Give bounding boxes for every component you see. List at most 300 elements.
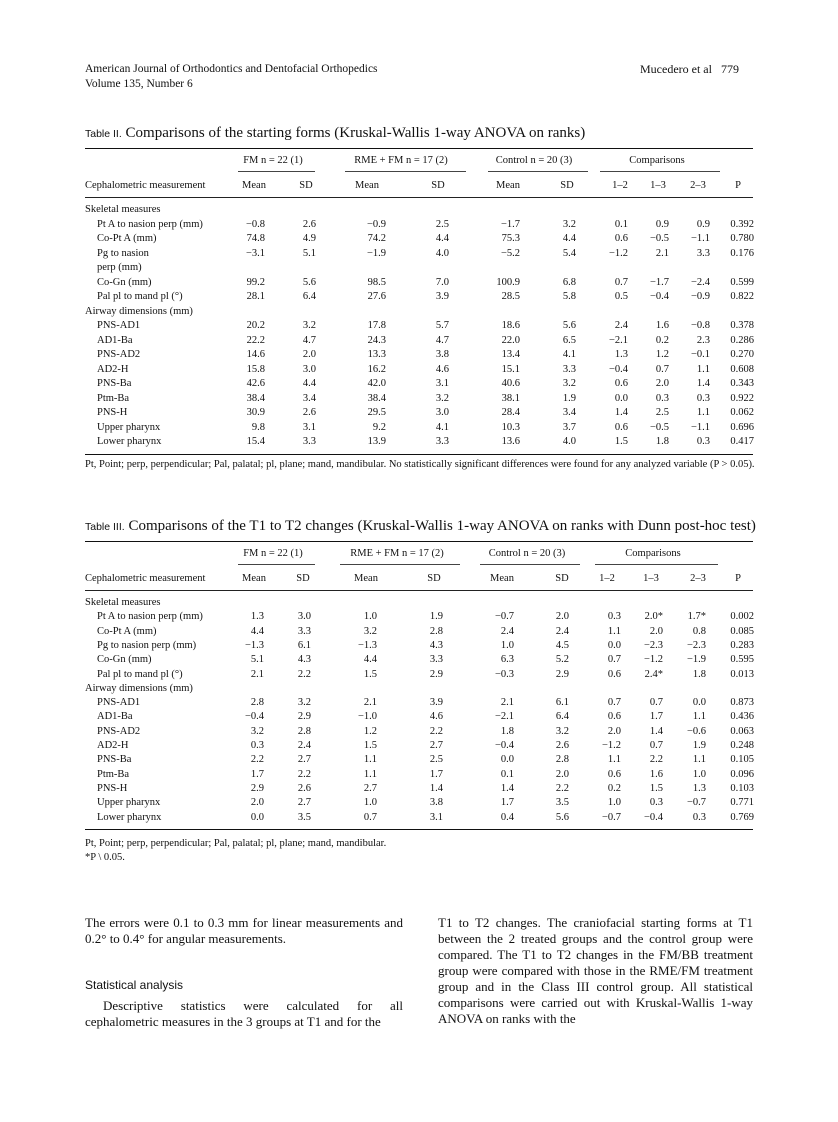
table-cell: −0.6 [686, 725, 706, 737]
group-header: FM n = 22 (1) [243, 548, 303, 559]
table-cell: 5.4 [562, 247, 576, 259]
table-cell: 3.5 [297, 811, 311, 823]
table-cell: 1.5 [649, 782, 663, 794]
table-cell: 2.0* [644, 611, 663, 623]
table-cell: −2.4 [690, 276, 710, 288]
table-cell: 0.096 [730, 768, 754, 780]
table-cell: 0.3 [655, 392, 669, 404]
table-section-label: Airway dimensions (mm) [85, 682, 193, 694]
row-label: Co-Pt A (mm) [97, 625, 157, 637]
table2-title: Comparisons of the starting forms (Kruskal-Wallis 1-way ANOVA on ranks) [125, 125, 586, 141]
table-cell: 3.2 [302, 320, 316, 331]
table-cell: 1.1 [607, 754, 621, 766]
group-underline [595, 564, 718, 565]
running-header-right [640, 62, 739, 77]
header-rule [85, 197, 753, 198]
table-cell: −5.2 [500, 247, 520, 259]
table-cell: 4.1 [562, 349, 576, 360]
table-cell: 4.4 [562, 233, 576, 244]
table-cell: 13.6 [501, 436, 520, 447]
table-cell: −1.9 [366, 247, 386, 259]
table-cell: 0.7 [649, 740, 663, 751]
row-label: PNS-AD1 [97, 320, 141, 331]
table-cell: −1.7 [649, 276, 669, 288]
table-cell: 2.6 [302, 407, 316, 418]
table-cell: 7.0 [435, 276, 449, 288]
table-cell: 99.2 [246, 276, 265, 288]
table-cell: 0.7 [614, 276, 628, 288]
table-cell: 1.9 [429, 611, 443, 623]
table-cell: 1.3 [614, 349, 628, 360]
row-label: Co-Gn (mm) [97, 654, 152, 666]
table-cell: 1.3 [250, 611, 264, 623]
table-cell: 1.7 [250, 768, 264, 780]
table-cell: −1.2 [601, 740, 621, 751]
table-cell: 2.4 [297, 740, 311, 751]
table-cell: 1.7 [429, 768, 443, 780]
table-cell: 3.4 [302, 392, 316, 404]
author-name: Mucedero et al [640, 62, 712, 76]
group-header: Control n = 20 (3) [495, 155, 573, 166]
column-header: 1–3 [650, 180, 666, 191]
table-cell: 0.062 [730, 407, 754, 418]
table-cell: 3.8 [429, 797, 443, 809]
table-cell: 2.7 [429, 740, 443, 751]
row-label: Pal pl to mand pl (°) [97, 291, 183, 302]
table-cell: −0.1 [690, 349, 710, 360]
table-cell: 2.1 [363, 697, 377, 709]
row-label: AD1-Ba [97, 334, 133, 346]
table-cell: 3.0 [302, 363, 316, 375]
table-cell: 2.1 [655, 247, 669, 259]
table-cell: 2.0 [655, 378, 669, 389]
table-cell: 2.4 [614, 320, 628, 331]
group-header: Comparisons [625, 548, 681, 559]
table-cell: −1.9 [686, 654, 706, 666]
table-cell: 0.7 [649, 697, 663, 709]
table-cell: 2.0 [250, 797, 264, 809]
table-section-label: Skeletal measures [85, 597, 161, 608]
row-label-continuation: perp (mm) [97, 262, 142, 273]
table-cell: 15.4 [246, 436, 265, 447]
table-cell: 0.085 [730, 625, 754, 637]
table-cell: 4.5 [555, 639, 569, 651]
row-label: Pal pl to mand pl (°) [97, 668, 183, 680]
table-cell: 3.7 [562, 421, 576, 433]
table-cell: 4.0 [562, 436, 576, 447]
table-cell: 3.2 [435, 392, 449, 404]
table-cell: 5.6 [562, 320, 576, 331]
table3-footnote-abbrev: Pt, Point; perp, perpendicular; Pal, palatal; pl, plane; mand, mandibular. [85, 838, 387, 849]
table-cell: 3.2 [363, 625, 377, 637]
table-cell: 9.8 [251, 421, 265, 433]
row-label: Ptm-Ba [97, 392, 130, 404]
row-label: PNS-Ba [97, 754, 132, 766]
table-cell: 3.1 [429, 811, 443, 823]
table-cell: 2.5 [435, 218, 449, 230]
column-header: SD [431, 180, 445, 191]
table-cell: 74.8 [246, 233, 265, 244]
table-top-rule [85, 148, 753, 149]
table-cell: 4.4 [302, 378, 316, 389]
table-cell: 2.1 [500, 697, 514, 709]
table-cell: 1.5 [363, 740, 377, 751]
table-cell: 0.6 [614, 233, 628, 244]
table-cell: 0.378 [730, 320, 754, 331]
table-cell: 2.8 [297, 725, 311, 737]
table-cell: −0.8 [245, 218, 265, 230]
table-cell: −0.7 [494, 611, 514, 623]
table-cell: 2.0 [649, 625, 663, 637]
table-cell: 4.3 [429, 639, 443, 651]
table-cell: 2.8 [555, 754, 569, 766]
table-cell: 2.5 [429, 754, 443, 766]
table-cell: 2.0 [302, 349, 316, 360]
table-cell: 0.8 [692, 625, 706, 637]
table-cell: 2.0 [607, 725, 621, 737]
table-cell: 3.2 [562, 378, 576, 389]
section-heading-statistical-analysis: Statistical analysis [85, 978, 184, 992]
table-bottom-rule [85, 829, 753, 830]
table-cell: 74.2 [367, 233, 386, 244]
table-cell: 3.3 [435, 436, 449, 447]
table-cell: −0.8 [690, 320, 710, 331]
column-header: Mean [496, 180, 520, 191]
table-cell: 5.8 [562, 291, 576, 302]
table-cell: 2.9 [555, 668, 569, 680]
table-cell: 1.1 [363, 754, 377, 766]
table-cell: 0.0 [614, 392, 628, 404]
table2-label: Table II. [85, 128, 122, 140]
table-cell: 5.6 [302, 276, 316, 288]
table-cell: 0.3 [649, 797, 663, 809]
table-cell: 27.6 [367, 291, 386, 302]
table-cell: 15.1 [501, 363, 520, 375]
table-cell: 38.4 [367, 392, 386, 404]
table-cell: 1.7* [687, 611, 706, 623]
table-cell: 3.3 [696, 247, 710, 259]
table-cell: 0.873 [730, 697, 754, 709]
journal-volume: Volume 135, Number 6 [85, 78, 193, 90]
table-cell: 0.417 [730, 436, 754, 447]
table-cell: 1.1 [607, 625, 621, 637]
body-paragraph-comparisons: T1 to T2 changes. The craniofacial starting forms at T1 between the 2 treated groups and the control group were compared. The T1 to T2 changes in the FM/BB treatment group were compared with those in the RME/FM treatment group and in the Class III control group. All statistical comparisons were carried out with Kruskal-Wallis 1-way ANOVA on ranks with the [438, 915, 753, 1026]
table3-title: Comparisons of the T1 to T2 changes (Kruskal-Wallis 1-way ANOVA on ranks with Dunn post-hoc test) [128, 518, 756, 534]
table-cell: 0.283 [730, 639, 754, 651]
table-cell: 6.8 [562, 276, 576, 288]
table-cell: 6.3 [500, 654, 514, 666]
group-underline [345, 171, 466, 172]
table-cell: 3.3 [429, 654, 443, 666]
table-cell: −0.4 [608, 363, 628, 375]
table-cell: 2.0 [555, 611, 569, 623]
table-cell: 2.7 [297, 797, 311, 809]
table-cell: 3.0 [297, 611, 311, 623]
table-cell: −0.7 [601, 811, 621, 823]
table-cell: 13.9 [367, 436, 386, 447]
table-cell: −2.1 [608, 334, 628, 346]
table-cell: 1.6 [655, 320, 669, 331]
table-cell: 3.1 [302, 421, 316, 433]
row-label: Upper pharynx [97, 797, 161, 809]
table-cell: 1.5 [614, 436, 628, 447]
table-cell: −0.4 [643, 811, 663, 823]
table-cell: 1.4 [614, 407, 628, 418]
table-cell: 0.5 [614, 291, 628, 302]
table-cell: 0.696 [730, 421, 754, 433]
table-cell: 0.771 [730, 797, 754, 809]
table-cell: 1.0 [692, 768, 706, 780]
page-number: 779 [720, 62, 739, 76]
table-cell: 0.780 [730, 233, 754, 244]
table-cell: 4.3 [297, 654, 311, 666]
table-cell: 22.0 [501, 334, 520, 346]
table-cell: −1.3 [357, 639, 377, 651]
table-cell: 3.2 [297, 697, 311, 709]
table-cell: 0.248 [730, 740, 754, 751]
table-cell: −0.5 [649, 233, 669, 244]
table-cell: 4.0 [435, 247, 449, 259]
table-cell: 1.8 [655, 436, 669, 447]
table-cell: 1.1 [363, 768, 377, 780]
table-cell: 5.6 [555, 811, 569, 823]
table-cell: 0.0 [692, 697, 706, 709]
table-cell: 5.2 [555, 654, 569, 666]
table-cell: 2.9 [250, 782, 264, 794]
table3-footnote [85, 837, 755, 865]
table-cell: 3.9 [429, 697, 443, 709]
table-cell: 2.4* [644, 668, 663, 680]
column-header: Mean [355, 180, 379, 191]
table-cell: 1.3 [692, 782, 706, 794]
column-header: P [735, 573, 741, 584]
table-section-label: Airway dimensions (mm) [85, 305, 193, 317]
table-cell: 3.3 [562, 363, 576, 375]
table-cell: 2.8 [250, 697, 264, 709]
table-cell: 4.4 [435, 233, 449, 244]
table-cell: −1.2 [608, 247, 628, 259]
table3-label: Table III. [85, 521, 125, 533]
column-header: Mean [490, 573, 514, 584]
table-cell: −1.7 [500, 218, 520, 230]
table-cell: 6.4 [555, 711, 569, 723]
row-label: PNS-AD2 [97, 725, 141, 737]
table-cell: 6.5 [562, 334, 576, 346]
table-cell: 2.2 [429, 725, 443, 737]
table-cell: 0.103 [730, 782, 754, 794]
group-header: Comparisons [629, 155, 685, 166]
row-label: Pt A to nasion perp (mm) [97, 218, 203, 230]
table-cell: 38.1 [501, 392, 520, 404]
row-label: AD1-Ba [97, 711, 133, 723]
column-header: SD [299, 180, 313, 191]
group-header: RME + FM n = 17 (2) [354, 155, 448, 166]
table-cell: 1.2 [363, 725, 377, 737]
column-header: SD [296, 573, 310, 584]
group-underline [600, 171, 720, 172]
group-underline [238, 564, 315, 565]
table-cell: 0.922 [730, 392, 754, 404]
table-cell: 0.286 [730, 334, 754, 346]
table-cell: 0.063 [730, 725, 754, 737]
table-cell: 0.002 [730, 611, 754, 623]
table-cell: 1.4 [429, 782, 443, 794]
column-header: Cephalometric measurement [85, 573, 206, 584]
running-header-journal [85, 62, 378, 92]
table-cell: 1.7 [500, 797, 514, 809]
table-cell: 1.0 [607, 797, 621, 809]
column-header: SD [560, 180, 574, 191]
row-label: Upper pharynx [97, 421, 161, 433]
table-cell: 16.2 [367, 363, 386, 375]
table-cell: 3.3 [297, 625, 311, 637]
table-cell: 1.4 [649, 725, 663, 737]
column-header: 1–2 [612, 180, 628, 191]
table-cell: 2.6 [555, 740, 569, 751]
group-header: Control n = 20 (3) [488, 548, 566, 559]
table-cell: 0.0 [250, 811, 264, 823]
table-cell: 1.4 [500, 782, 514, 794]
row-label: PNS-H [97, 407, 128, 418]
table-cell: 0.343 [730, 378, 754, 389]
table-cell: 0.2 [607, 782, 621, 794]
table-cell: 2.5 [655, 407, 669, 418]
table-cell: 13.4 [501, 349, 520, 360]
table-cell: 0.6 [614, 421, 628, 433]
column-header: 2–3 [690, 180, 706, 191]
table-cell: 9.2 [372, 421, 386, 433]
table-cell: 0.7 [607, 697, 621, 709]
header-rule [85, 590, 753, 591]
table-cell: 28.1 [246, 291, 265, 302]
table-cell: 1.1 [696, 363, 710, 375]
group-header: FM n = 22 (1) [243, 155, 303, 166]
table-cell: 3.4 [562, 407, 576, 418]
column-header: 1–2 [599, 573, 615, 584]
table-cell: 1.0 [363, 611, 377, 623]
table-cell: −1.1 [690, 233, 710, 244]
column-header: Mean [242, 573, 266, 584]
table-cell: 0.1 [500, 768, 514, 780]
table-cell: 0.7 [363, 811, 377, 823]
row-label: Pg to nasion [97, 247, 149, 259]
table-cell: 2.2 [297, 768, 311, 780]
column-header: 1–3 [643, 573, 659, 584]
table-cell: 14.6 [246, 349, 265, 360]
table-cell: 0.9 [655, 218, 669, 230]
table-cell: 1.8 [500, 725, 514, 737]
table-cell: 0.7 [655, 363, 669, 375]
table-cell: 0.3 [250, 740, 264, 751]
table-cell: 0.608 [730, 363, 754, 375]
table-cell: 0.7 [607, 654, 621, 666]
table-cell: 3.3 [302, 436, 316, 447]
table-cell: 4.6 [435, 363, 449, 375]
table-cell: 15.8 [246, 363, 265, 375]
table-cell: 1.8 [692, 668, 706, 680]
table-cell: −1.2 [643, 654, 663, 666]
table-cell: 2.7 [363, 782, 377, 794]
table-cell: 6.1 [297, 639, 311, 651]
table-cell: 1.5 [363, 668, 377, 680]
body-paragraph-errors: The errors were 0.1 to 0.3 mm for linear measurements and 0.2° to 0.4° for angular measurements. [85, 915, 403, 946]
table-cell: 2.4 [555, 625, 569, 637]
table-cell: 0.0 [500, 754, 514, 766]
table-cell: 30.9 [246, 407, 265, 418]
table-cell: 0.0 [607, 639, 621, 651]
table-cell: 1.2 [655, 349, 669, 360]
table-cell: 4.6 [429, 711, 443, 723]
table-cell: −0.3 [494, 668, 514, 680]
table-cell: −3.1 [245, 247, 265, 259]
table-cell: 0.1 [614, 218, 628, 230]
table-cell: −2.3 [643, 639, 663, 651]
table-cell: 3.1 [435, 378, 449, 389]
table-cell: −0.7 [686, 797, 706, 809]
table-cell: 3.2 [555, 725, 569, 737]
row-label: Pt A to nasion perp (mm) [97, 611, 203, 623]
column-header: Mean [354, 573, 378, 584]
table-cell: 98.5 [367, 276, 386, 288]
table-cell: 4.9 [302, 233, 316, 244]
table-cell: 2.2 [297, 668, 311, 680]
journal-name: American Journal of Orthodontics and Dentofacial Orthopedics [85, 63, 378, 75]
table-cell: 2.9 [297, 711, 311, 723]
row-label: AD2-H [97, 363, 129, 375]
table-cell: 3.0 [435, 407, 449, 418]
table-cell: 0.3 [696, 436, 710, 447]
table-cell: 38.4 [246, 392, 265, 404]
table-cell: 2.7 [297, 754, 311, 766]
table-cell: 0.822 [730, 291, 754, 302]
table-top-rule [85, 541, 753, 542]
table-cell: 28.4 [501, 407, 520, 418]
table3-caption [85, 518, 756, 535]
table-cell: 40.6 [501, 378, 520, 389]
row-label: Ptm-Ba [97, 768, 130, 780]
row-label: AD2-H [97, 740, 129, 751]
table-cell: −0.9 [690, 291, 710, 302]
table-cell: 1.4 [696, 378, 710, 389]
table-cell: −2.1 [494, 711, 514, 723]
table-cell: 2.1 [250, 668, 264, 680]
table-cell: −0.9 [366, 218, 386, 230]
table-cell: 0.4 [500, 811, 514, 823]
table-cell: 1.7 [649, 711, 663, 723]
table-cell: 42.0 [367, 378, 386, 389]
table-cell: 0.6 [607, 668, 621, 680]
table-cell: 1.9 [562, 392, 576, 404]
table-cell: −0.4 [494, 740, 514, 751]
row-label: Lower pharynx [97, 436, 162, 447]
table-cell: 4.7 [302, 334, 316, 346]
row-label: PNS-AD2 [97, 349, 141, 360]
table-cell: 1.1 [696, 407, 710, 418]
table-cell: 1.0 [363, 797, 377, 809]
table-cell: 100.9 [496, 276, 520, 288]
table-cell: 2.6 [297, 782, 311, 794]
column-header: 2–3 [690, 573, 706, 584]
body-paragraph-statistics: Descriptive statistics were calculated for all cephalometric measures in the 3 groups at T1 and for the [85, 998, 403, 1029]
table-cell: 0.013 [730, 668, 754, 680]
table-cell: 0.436 [730, 711, 754, 723]
table-cell: 5.7 [435, 320, 449, 331]
table-cell: 2.9 [429, 668, 443, 680]
table-cell: 24.3 [367, 334, 386, 346]
table-cell: 3.2 [562, 218, 576, 230]
table-cell: 6.4 [302, 291, 316, 302]
table-cell: 0.595 [730, 654, 754, 666]
